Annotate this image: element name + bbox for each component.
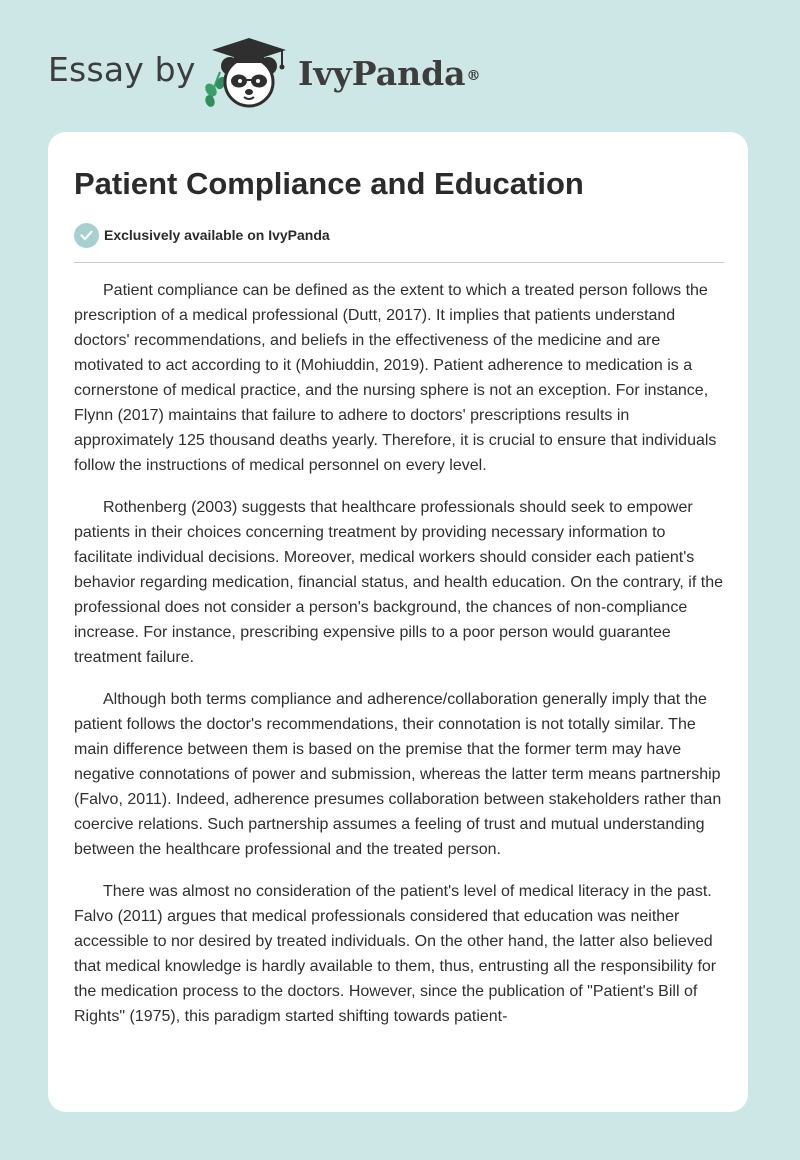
paragraph: There was almost no consideration of the patient's level of medical literacy in the past. Falvo (2011) argues that medical professionals considered that education was neither accessible to nor desired by treated individuals. On the other hand, the latter also believed that medical knowledge is hardly available to them, thus, entrusting all the responsibility for the medication process to the doctors. However, since the publication of "Patient's Bill of Rights" (1975), this paradigm started shifting towards patient- bbox=[74, 883, 717, 1025]
page-title: Patient Compliance and Education bbox=[74, 166, 584, 201]
check-circle-icon bbox=[74, 223, 99, 248]
brand-name-text: IvyPanda bbox=[298, 54, 466, 93]
badge-label: Exclusively available on IvyPanda bbox=[104, 227, 330, 243]
ivypanda-logo-icon[interactable] bbox=[198, 36, 294, 110]
paragraph: Although both terms compliance and adherence/collaboration generally imply that the patient follows the doctor's recommendations, their connotation is not totally similar. The main difference between them is based on the premise that the former term may have negative connotations of power and submission, whereas the latter term means partnership (Falvo, 2011). Indeed, adherence presumes collaboration between stakeholders rather than coercive relations. Such partnership assumes a feeling of trust and mutual understanding between the healthcare professional and the treated person. bbox=[74, 691, 722, 858]
divider bbox=[74, 262, 724, 263]
essay-card bbox=[48, 132, 748, 1112]
paragraph: Rothenberg (2003) suggests that healthcare professionals should seek to empower patients in their choices concerning treatment by providing necessary information to facilitate individual decisions. Moreover, medical workers should consider each patient's behavior regarding medication, financial status, and health education. On the contrary, if the professional does not consider a person's background, the chances of non-compliance increase. For instance, prescribing expensive pills to a poor person would guarantee treatment failure. bbox=[74, 499, 723, 666]
registered-mark: ® bbox=[466, 68, 481, 84]
paragraph: Patient compliance can be defined as the extent to which a treated person follows the prescription of a medical professional (Dutt, 2017). It implies that patients understand doctors' recommendations, and beliefs in the effectiveness of the medicine and are motivated to act according to it (Mohiuddin, 2019). Patient adherence to medication is a cornerstone of medical practice, and the nursing sphere is not an exception. For instance, Flynn (2017) maintains that failure to adhere to doctors' prescriptions results in approximately 125 thousand deaths yearly. Therefore, it is crucial to ensure that individuals follow the instructions of medical personnel on every level. bbox=[74, 282, 717, 474]
exclusive-badge bbox=[74, 222, 330, 248]
essay-body bbox=[74, 278, 724, 1046]
site-header bbox=[0, 0, 800, 130]
ivypanda-wordmark[interactable] bbox=[298, 52, 481, 96]
essay-by-label: Essay by bbox=[48, 50, 196, 89]
